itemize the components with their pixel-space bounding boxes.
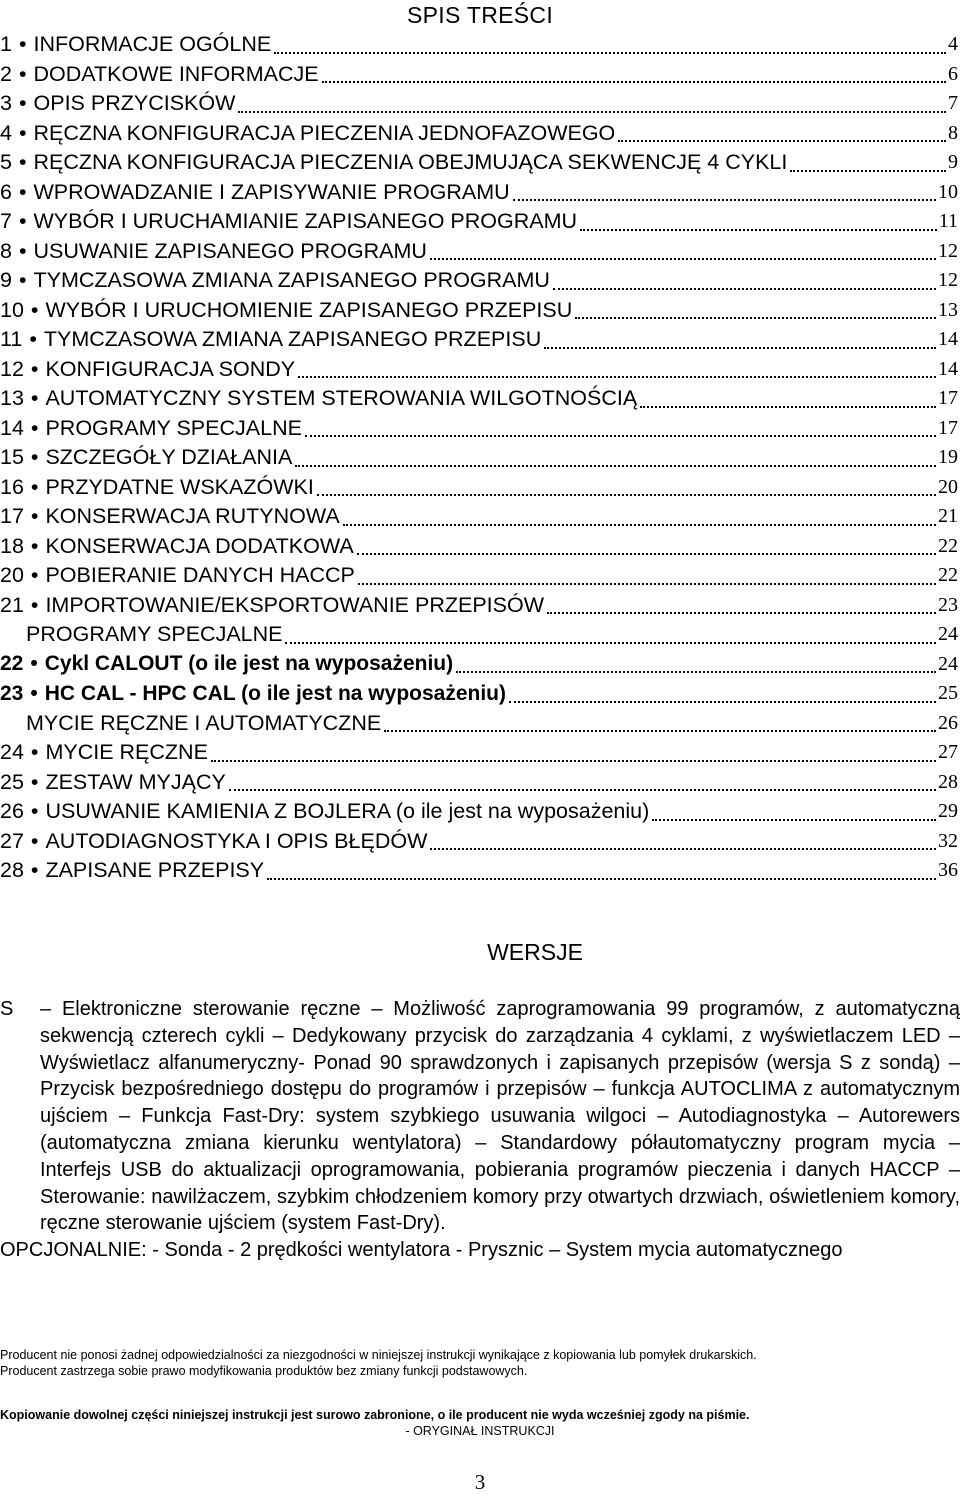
toc-bullet: • <box>30 297 39 322</box>
toc-entry-page: 22 <box>938 564 958 587</box>
toc-dot-leader <box>544 345 936 349</box>
toc-dot-leader <box>513 197 936 201</box>
toc-dot-leader <box>211 758 936 762</box>
toc-entry-title: DODATKOWE INFORMACJE <box>33 61 319 86</box>
toc-entry[interactable] <box>0 60 960 90</box>
toc-entry-title: MYCIE RĘCZNE <box>45 740 208 765</box>
toc-entry[interactable] <box>0 325 960 355</box>
toc-entry-title: INFORMACJE OGÓLNE <box>33 32 272 57</box>
toc-bullet: • <box>30 533 39 558</box>
toc-bullet: • <box>30 592 39 617</box>
original-instructions-label: - ORYGINAŁ INSTRUKCJI <box>405 1424 555 1438</box>
toc-dot-leader <box>322 79 946 83</box>
toc-entry-page: 10 <box>938 180 958 203</box>
toc-dot-leader <box>274 50 946 54</box>
toc-entry-title: Cykl CALOUT (o ile jest na wyposażeniu) <box>44 652 454 676</box>
toc-entry-page: 26 <box>938 711 958 734</box>
toc-entry-title: ZAPISANE PRZEPISY <box>45 858 265 883</box>
disclaimer-line-1: Producent nie ponosi żadnej odpowiedzialności za niezgodności w niniejszej instrukcji wynikające z kopiowania lub pomyłek drukarskich. <box>0 1348 757 1362</box>
toc-entry[interactable] <box>0 473 960 503</box>
toc-dot-leader <box>358 581 936 585</box>
toc-bullet: • <box>30 769 39 794</box>
toc-entry-number: 15 <box>0 445 24 470</box>
toc-entry-page: 17 <box>938 416 958 439</box>
disclaimer <box>0 1347 960 1379</box>
toc-entry[interactable] <box>0 384 960 414</box>
toc-bullet: • <box>18 91 27 116</box>
toc-entry-title: HC CAL - HPC CAL (o ile jest na wyposażeniu) <box>44 681 507 705</box>
toc-bullet: • <box>18 61 27 86</box>
toc-entry-page: 8 <box>948 121 958 144</box>
toc-entry[interactable] <box>0 178 960 208</box>
toc-entry-page: 23 <box>938 593 958 616</box>
toc-entry[interactable] <box>0 266 960 296</box>
toc-entry-page: 14 <box>938 328 958 351</box>
toc-bullet: • <box>30 740 39 765</box>
version-s-key: S <box>0 998 14 1020</box>
toc-bullet: • <box>30 799 39 824</box>
toc-entry[interactable] <box>0 797 960 827</box>
toc-dot-leader <box>430 846 936 850</box>
toc-entry-title: PRZYDATNE WSKAZÓWKI <box>45 474 314 499</box>
toc-entry-number: 7 <box>0 209 12 234</box>
toc-bullet: • <box>30 445 39 470</box>
toc-entry[interactable] <box>0 296 960 326</box>
toc-entry-number: 11 <box>0 327 23 352</box>
toc-entry-number: 3 <box>0 91 12 116</box>
table-of-contents <box>0 30 960 886</box>
toc-dot-leader <box>790 168 946 172</box>
toc-entry[interactable] <box>0 532 960 562</box>
toc-entry-number: 2 <box>0 61 12 86</box>
toc-bullet: • <box>30 356 39 381</box>
toc-dot-leader <box>547 610 936 614</box>
toc-dot-leader <box>317 492 936 496</box>
toc-dot-leader <box>456 669 936 673</box>
toc-entry-number: 25 <box>0 769 24 794</box>
toc-entry-number: 21 <box>0 592 24 617</box>
toc-entry[interactable] <box>0 620 960 650</box>
toc-entry-title: WYBÓR I URUCHAMIANIE ZAPISANEGO PROGRAMU <box>33 209 578 234</box>
toc-bullet: • <box>18 268 27 293</box>
toc-entry[interactable] <box>0 561 960 591</box>
toc-dot-leader <box>238 109 946 113</box>
toc-dot-leader <box>343 522 936 526</box>
toc-entry-title: WPROWADZANIE I ZAPISYWANIE PROGRAMU <box>33 179 510 204</box>
toc-bullet: • <box>18 32 27 57</box>
toc-entry-number: 12 <box>0 356 24 381</box>
toc-entry[interactable] <box>0 827 960 857</box>
toc-entry[interactable] <box>0 30 960 60</box>
toc-entry-title: WYBÓR I URUCHOMIENIE ZAPISANEGO PRZEPISU <box>45 297 573 322</box>
toc-entry-number: 5 <box>0 150 12 175</box>
toc-entry-number: 9 <box>0 268 12 293</box>
toc-bullet: • <box>30 858 39 883</box>
toc-entry-title: USUWANIE ZAPISANEGO PROGRAMU <box>33 238 427 263</box>
toc-entry[interactable] <box>0 650 960 680</box>
toc-entry-title: PROGRAMY SPECJALNE <box>26 622 283 647</box>
toc-entry-page: 19 <box>938 446 958 469</box>
toc-entry[interactable] <box>0 414 960 444</box>
toc-entry-title: OPIS PRZYCISKÓW <box>33 91 236 116</box>
toc-entry-title: TYMCZASOWA ZMIANA ZAPISANEGO PROGRAMU <box>33 268 550 293</box>
toc-entry-number: 27 <box>0 828 24 853</box>
toc-bullet: • <box>30 563 39 588</box>
toc-entry-number: 13 <box>0 386 24 411</box>
toc-entry-title: KONFIGURACJA SONDY <box>45 356 296 381</box>
toc-entry-page: 22 <box>938 534 958 557</box>
toc-entry[interactable] <box>0 119 960 149</box>
toc-bullet: • <box>18 120 27 145</box>
toc-entry-title: PROGRAMY SPECJALNE <box>45 415 302 440</box>
toc-entry-title: MYCIE RĘCZNE I AUTOMATYCZNE <box>26 710 382 735</box>
toc-entry[interactable] <box>0 148 960 178</box>
toc-bullet: • <box>30 828 39 853</box>
toc-entry-title: POBIERANIE DANYCH HACCP <box>45 563 355 588</box>
toc-entry-page: 24 <box>938 652 958 675</box>
toc-bullet: • <box>18 179 27 204</box>
toc-entry-number: 16 <box>0 474 24 499</box>
toc-entry-page: 36 <box>938 859 958 882</box>
toc-dot-leader <box>580 227 937 231</box>
toc-entry-page: 20 <box>938 475 958 498</box>
toc-entry[interactable] <box>0 679 960 709</box>
toc-dot-leader <box>357 551 936 555</box>
toc-entry-title: IMPORTOWANIE/EKSPORTOWANIE PRZEPISÓW <box>45 592 545 617</box>
toc-dot-leader <box>618 138 946 142</box>
toc-entry[interactable] <box>0 207 960 237</box>
copyright-text: Kopiowanie dowolnej części niniejszej instrukcji jest surowo zabronione, o ile producent nie wyda wcześniej zgody na piśmie. <box>0 1408 750 1422</box>
toc-dot-leader <box>640 404 936 408</box>
toc-bullet: • <box>30 415 39 440</box>
toc-entry-title: KONSERWACJA RUTYNOWA <box>45 504 340 529</box>
toc-dot-leader <box>305 433 936 437</box>
toc-entry-page: 6 <box>948 62 958 85</box>
toc-dot-leader <box>295 463 936 467</box>
toc-entry-number: 1 <box>0 32 12 57</box>
toc-bullet: • <box>30 474 39 499</box>
toc-entry-number: 24 <box>0 740 24 765</box>
toc-entry-page: 7 <box>948 92 958 115</box>
toc-entry-number: 17 <box>0 504 24 529</box>
toc-entry-title: RĘCZNA KONFIGURACJA PIECZENIA JEDNOFAZOWEGO <box>33 120 616 145</box>
toc-entry-number: 28 <box>0 858 24 883</box>
toc-entry-title: TYMCZASOWA ZMIANA ZAPISANEGO PRZEPISU <box>43 327 542 352</box>
toc-entry[interactable] <box>0 856 960 886</box>
version-s-description: – Elektroniczne sterowanie ręczne – Możliwość zaprogramowania 99 programów, z automatyczną sekwencją czterech cykli – Dedykowany przycisk do zarządzania 4 cyklami, z wyświetlaczem LED – Wyświetlacz alfanumeryczny- Ponad 90 sprawdzonych i zapisanych przepisów (wersja S z sondą) – Przycisk bezpośredniego dostępu do programów i przepisów – funkcja AUTOCLIMA z automatycznym ujściem – Funkcja Fast-Dry: system szybkiego usuwania wilgoci – Autodiagnostyka – Autorewers (automatyczna zmiana kierunku wentylatora) – Standardowy półautomatyczny program mycia – Interfejs USB do aktualizacji oprogramowania, pobierania programów pieczenia i danych HACCP – Sterowanie: nawilżaczem, szybkim chłodzeniem komory przy otwartych drzwiach, oświetleniem komory, ręczne sterowanie ujściem (system Fast-Dry). <box>40 998 960 1235</box>
toc-dot-leader <box>575 315 936 319</box>
toc-bullet: • <box>30 504 39 529</box>
toc-dot-leader <box>553 286 936 290</box>
toc-bullet: • <box>18 150 27 175</box>
toc-entry-number: 10 <box>0 297 24 322</box>
toc-entry-page: 13 <box>938 298 958 321</box>
toc-entry[interactable] <box>0 738 960 768</box>
versions-title: WERSJE <box>487 939 583 965</box>
toc-entry-number: 6 <box>0 179 12 204</box>
optional-features: OPCJONALNIE: - Sonda - 2 prędkości wentylatora - Prysznic – System mycia automatycznego <box>0 1239 843 1262</box>
toc-entry-page: 27 <box>938 741 958 764</box>
toc-entry-number: 23 <box>0 681 24 705</box>
toc-entry[interactable] <box>0 237 960 267</box>
toc-entry-title: KONSERWACJA DODATKOWA <box>45 533 354 558</box>
toc-dot-leader <box>298 374 936 378</box>
toc-entry[interactable] <box>0 591 960 621</box>
toc-entry[interactable] <box>0 768 960 798</box>
toc-dot-leader <box>384 728 936 732</box>
toc-entry[interactable] <box>0 443 960 473</box>
disclaimer-line-2: Producent zastrzega sobie prawo modyfikowania produktów bez zmiany funkcji podstawowych. <box>0 1364 528 1378</box>
toc-dot-leader <box>430 256 936 260</box>
toc-bullet: • <box>30 652 38 676</box>
toc-entry[interactable] <box>0 502 960 532</box>
toc-entry-number: 22 <box>0 652 24 676</box>
toc-entry-number: 26 <box>0 799 24 824</box>
toc-entry-number: 8 <box>0 238 12 263</box>
toc-entry-page: 24 <box>938 623 958 646</box>
page-number: 3 <box>474 1470 486 1494</box>
copyright-notice <box>0 1407 960 1439</box>
toc-entry-title: ZESTAW MYJĄCY <box>45 769 226 794</box>
toc-entry-page: 4 <box>948 33 958 56</box>
toc-bullet: • <box>18 209 27 234</box>
toc-entry-page: 21 <box>938 505 958 528</box>
toc-entry[interactable] <box>0 89 960 119</box>
toc-entry-page: 12 <box>938 269 958 292</box>
toc-entry-page: 32 <box>938 829 958 852</box>
toc-entry-number: 4 <box>0 120 12 145</box>
toc-entry-title: AUTODIAGNOSTYKA I OPIS BŁĘDÓW <box>45 828 428 853</box>
toc-entry-page: 11 <box>938 210 958 233</box>
toc-entry[interactable] <box>0 355 960 385</box>
toc-entry-page: 12 <box>938 239 958 262</box>
toc-entry-page: 28 <box>938 770 958 793</box>
toc-bullet: • <box>30 386 39 411</box>
toc-bullet: • <box>30 681 38 705</box>
toc-entry-page: 25 <box>938 682 958 705</box>
toc-entry-title: SZCZEGÓŁY DZIAŁANIA <box>45 445 293 470</box>
toc-entry-title: AUTOMATYCZNY SYSTEM STEROWANIA WILGOTNOŚCIĄ <box>45 386 638 411</box>
toc-entry-number: 20 <box>0 563 24 588</box>
toc-entry-title: RĘCZNA KONFIGURACJA PIECZENIA OBEJMUJĄCA SEKWENCJĘ 4 CYKLI <box>33 150 788 175</box>
toc-dot-leader <box>509 699 936 703</box>
versions-section <box>0 996 960 1264</box>
toc-entry-page: 29 <box>938 800 958 823</box>
toc-dot-leader <box>285 640 936 644</box>
toc-entry-number: 14 <box>0 415 24 440</box>
toc-entry-page: 14 <box>938 357 958 380</box>
toc-bullet: • <box>29 327 37 352</box>
toc-entry-title: USUWANIE KAMIENIA Z BOJLERA (o ile jest na wyposażeniu) <box>45 799 650 824</box>
toc-dot-leader <box>229 787 936 791</box>
toc-entry-number: 18 <box>0 533 24 558</box>
toc-dot-leader <box>267 876 936 880</box>
toc-entry[interactable] <box>0 709 960 739</box>
toc-entry-page: 9 <box>948 151 958 174</box>
toc-bullet: • <box>18 238 27 263</box>
toc-entry-page: 17 <box>938 387 958 410</box>
toc-title: SPIS TREŚCI <box>406 2 554 28</box>
toc-dot-leader <box>652 817 936 821</box>
